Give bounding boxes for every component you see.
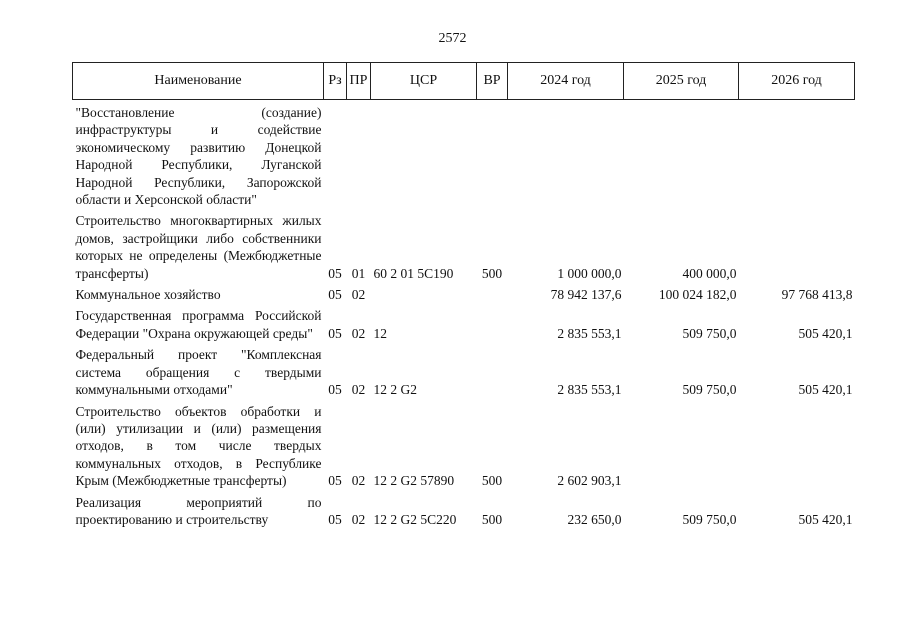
row-2024: 2 835 553,1 — [557, 382, 622, 398]
row-csr: 12 — [373, 325, 387, 341]
row-vr — [477, 282, 508, 303]
row-vr: 500 — [481, 265, 503, 281]
row-pr: 01 — [351, 265, 366, 281]
row-name: "Восстановление (создание) инфраструктуры и содействие экономическому развитию Донецкой Народной Республики, Луганской Народной Республики, Запорожской области и Херсонской области" — [75, 105, 322, 208]
row-pr — [347, 100, 371, 209]
row-pr: 02 — [351, 511, 366, 527]
table-row — [73, 282, 855, 303]
row-2024: 232 650,0 — [567, 511, 622, 527]
header-name: Наименование — [73, 63, 324, 100]
row-2026 — [739, 208, 855, 282]
row-2024: 2 835 553,1 — [557, 325, 622, 341]
row-2026 — [739, 399, 855, 490]
row-vr — [477, 100, 508, 209]
header-rz: Рз — [324, 63, 347, 100]
row-2025: 509 750,0 — [682, 325, 737, 341]
row-csr: 60 2 01 5С190 — [373, 265, 454, 281]
row-2026: 97 768 413,8 — [781, 287, 853, 303]
row-pr: 02 — [351, 325, 366, 341]
row-vr: 500 — [481, 473, 503, 489]
table-row — [73, 208, 855, 282]
row-vr — [477, 303, 508, 342]
row-2024: 78 942 137,6 — [550, 287, 622, 303]
row-csr — [371, 100, 477, 209]
row-csr: 12 2 G2 57890 — [373, 473, 455, 489]
row-rz: 05 — [328, 265, 342, 281]
row-pr: 02 — [351, 382, 366, 398]
row-name: Федеральный проект "Комплексная система обращения с твердыми коммунальными отходами" — [75, 347, 322, 398]
row-pr: 02 — [351, 287, 366, 303]
row-csr: 12 2 G2 5С220 — [373, 511, 457, 527]
row-2025 — [624, 100, 739, 209]
row-name: Государственная программа Российской Федерации "Охрана окружающей среды" — [75, 308, 322, 341]
header-csr: ЦСР — [371, 63, 477, 100]
row-2025: 400 000,0 — [682, 265, 737, 281]
header-2024: 2024 год — [508, 63, 624, 100]
row-vr — [477, 342, 508, 398]
header-2026: 2026 год — [739, 63, 855, 100]
row-name: Строительство объектов обработки и (или) утилизации и (или) размещения отходов, в том числе твердых коммунальных отходов, в Республике Крым (Межбюджетные трансферты) — [75, 403, 322, 489]
row-2025 — [624, 399, 739, 490]
budget-table — [72, 62, 855, 528]
row-2025: 509 750,0 — [682, 511, 737, 527]
row-2025: 100 024 182,0 — [658, 287, 737, 303]
table-header-row — [73, 63, 855, 100]
row-2026 — [739, 100, 855, 209]
row-2024 — [508, 100, 624, 209]
row-rz: 05 — [328, 511, 342, 527]
row-name: Коммунальное хозяйство — [75, 287, 221, 303]
row-pr: 02 — [351, 473, 366, 489]
table-body — [73, 100, 855, 529]
row-2024: 2 602 903,1 — [557, 473, 622, 489]
row-rz: 05 — [328, 473, 342, 489]
row-2026: 505 420,1 — [798, 511, 853, 527]
row-rz — [324, 100, 347, 209]
row-csr: 12 2 G2 — [373, 382, 417, 398]
row-2026: 505 420,1 — [798, 382, 853, 398]
header-2025: 2025 год — [624, 63, 739, 100]
row-name: Строительство многоквартирных жилых домов, застройщики либо собственники которых не определены (Межбюджетные трансферты) — [75, 213, 322, 281]
row-2024: 1 000 000,0 — [557, 265, 622, 281]
header-pr: ПР — [347, 63, 371, 100]
row-2025: 509 750,0 — [682, 382, 737, 398]
row-rz: 05 — [328, 287, 342, 303]
table-row — [73, 100, 855, 209]
row-rz: 05 — [328, 382, 342, 398]
row-rz: 05 — [328, 325, 342, 341]
table-row — [73, 490, 855, 529]
row-name: Реализация мероприятий по проектированию и строительству — [75, 494, 322, 527]
page-number: 2572 — [438, 31, 467, 46]
row-csr — [371, 282, 477, 303]
row-vr: 500 — [481, 511, 503, 527]
table-row — [73, 342, 855, 398]
header-vr: ВР — [477, 63, 508, 100]
table-row — [73, 303, 855, 342]
row-2026: 505 420,1 — [798, 325, 853, 341]
table-row — [73, 399, 855, 490]
